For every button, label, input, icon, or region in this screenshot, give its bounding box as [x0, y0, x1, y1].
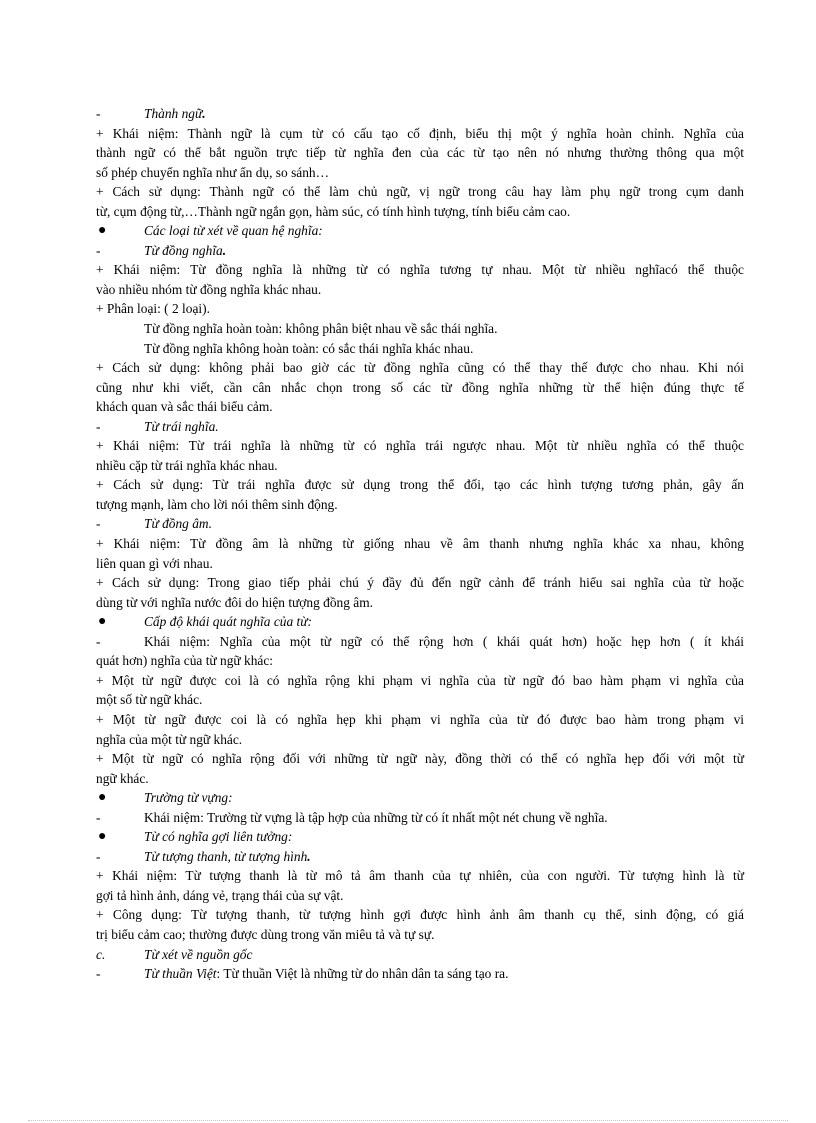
line-text: + Cách sử dụng: Từ trái nghĩa được sử dụng trong thể đối, tạo các hình tượng tương phản, gây ấn [96, 477, 744, 493]
bullet-icon: ● [98, 829, 107, 845]
line-text: + Cách sử dụng: Thành ngữ có thể làm chủ ngữ, vị ngữ trong câu hay làm phụ ngữ trong cụm danh [96, 184, 744, 200]
text-line [96, 378, 744, 398]
bullet-icon: ● [98, 614, 107, 630]
text-line [96, 808, 744, 828]
list-marker: - [96, 516, 101, 532]
line-text: vào nhiều nhóm từ đồng nghĩa khác nhau. [96, 281, 322, 297]
text-line [96, 475, 744, 495]
text-line [96, 104, 744, 124]
text-line [96, 847, 744, 867]
bullet-icon: ● [98, 790, 107, 806]
text-line [96, 651, 744, 671]
text-line [96, 339, 744, 359]
line-text: ngữ khác. [96, 770, 149, 786]
text-line [96, 925, 744, 945]
text-line [96, 905, 744, 925]
line-text: Từ tượng thanh, từ tượng hình [144, 848, 308, 864]
text-line [96, 182, 744, 202]
line-text: Các loại từ xét về quan hệ nghĩa: [144, 223, 323, 239]
line-text: nghĩa của một từ ngữ khác. [96, 731, 243, 747]
line-text: tượng mạnh, làm cho lời nói thêm sinh động. [96, 496, 338, 512]
text-line [96, 788, 744, 808]
text-line [96, 710, 744, 730]
line-text-tail: . [202, 106, 206, 121]
line-text-tail: . [222, 242, 227, 258]
text-line [96, 534, 744, 554]
line-text: Từ đồng nghĩa [144, 242, 223, 258]
text-line [96, 573, 744, 593]
text-line [96, 436, 744, 456]
bullet-icon: ● [98, 223, 107, 239]
line-text: Cấp độ khái quát nghĩa của từ: [144, 614, 312, 630]
text-line [96, 612, 744, 632]
line-text: Từ trái nghĩa. [144, 418, 219, 434]
text-line [96, 417, 744, 437]
list-marker: - [96, 106, 101, 121]
text-line [96, 202, 744, 222]
text-line [96, 221, 744, 241]
text-line [96, 514, 744, 534]
text-line [96, 397, 744, 417]
text-line [96, 671, 744, 691]
text-line [96, 632, 744, 652]
line-text: Từ đồng âm. [144, 516, 212, 532]
text-line [96, 730, 744, 750]
line-text: Từ xét về nguồn gốc [144, 946, 253, 962]
list-marker: - [96, 418, 101, 434]
line-text: quát hơn) nghĩa của từ ngữ khác: [96, 653, 274, 669]
text-line [96, 945, 744, 965]
line-text: dùng từ với nghĩa nước đôi do hiện tượng đồng âm. [96, 594, 373, 610]
text-line [96, 886, 744, 906]
text-line [96, 964, 744, 984]
line-text: từ, cụm động từ,…Thành ngữ ngắn gọn, hàm súc, có tính hình tượng, tính biểu cảm cao. [96, 203, 571, 219]
line-text: Từ có nghĩa gợi liên tưởng: [144, 829, 293, 845]
line-text: + Công dụng: Từ tượng thanh, từ tượng hình gợi được hình ảnh âm thanh cụ thể, sinh động, có giá [96, 907, 744, 923]
text-line [96, 260, 744, 280]
list-marker: - [96, 809, 101, 825]
list-marker: c. [96, 946, 106, 962]
line-text: + Khái niệm: Từ tượng thanh là từ mô tả âm thanh của tự nhiên, của con người. Từ tượng hình là từ [96, 868, 744, 884]
line-text: Từ thuần Việt [144, 966, 217, 982]
line-text: + Khái niệm: Từ đồng âm là những từ giống nhau về âm thanh nhưng nghĩa khác xa nhau, không [96, 536, 744, 552]
list-marker: - [96, 848, 101, 864]
line-text: + Cách sử dụng: không phải bao giờ các từ đồng nghĩa cũng có thể thay thế được cho nhau. Khi nói [96, 360, 744, 376]
line-text: số phép chuyển nghĩa như ẩn dụ, so sánh… [96, 164, 330, 180]
line-text: Từ đồng nghĩa hoàn toàn: không phân biệt nhau về sắc thái nghĩa. [144, 321, 498, 337]
line-text: Trường từ vựng: [144, 790, 233, 806]
text-line [96, 163, 744, 183]
line-text: + Phân loại: ( 2 loại). [96, 301, 210, 317]
line-text: + Một từ ngữ được coi là có nghĩa rộng khi phạm vi nghĩa của từ ngữ đó bao hàm phạm vi nghĩa của [96, 672, 744, 688]
text-line [96, 299, 744, 319]
line-text: gợi tả hình ảnh, dáng vẻ, trạng thái của sự vật. [96, 887, 344, 903]
line-text: Khái niệm: Trường từ vựng là tập hợp của những từ có ít nhất một nét chung về nghĩa. [144, 809, 608, 825]
line-text: + Khái niệm: Thành ngữ là cụm từ có cấu tạo cố định, biểu thị một ý nghĩa hoàn chỉnh. Nghĩa của [96, 125, 744, 141]
text-line [96, 749, 744, 769]
line-text: nhiều cặp từ trái nghĩa khác nhau. [96, 457, 278, 473]
text-line [96, 827, 744, 847]
line-text-tail: . [307, 848, 311, 864]
line-text: liên quan gì với nhau. [96, 555, 213, 571]
text-line [96, 280, 744, 300]
text-line [96, 769, 744, 789]
text-line [96, 593, 744, 613]
line-text: cũng như khi viết, cần cân nhắc chọn trong số các từ đồng nghĩa những từ thể hiện đúng thực tế [96, 379, 744, 395]
text-line [96, 495, 744, 515]
list-marker: - [96, 966, 101, 982]
line-text: + Một từ ngữ có nghĩa rộng đối với những từ ngữ này, đồng thời có thể có nghĩa hẹp đối với một từ [96, 751, 744, 767]
line-text: thành ngữ có thể bắt nguồn trực tiếp từ nghĩa đen của các từ tạo nên nó nhưng thường thông qua một [96, 145, 744, 161]
line-text: khách quan và sắc thái biểu cảm. [96, 399, 273, 415]
line-text: Khái niệm: Nghĩa của một từ ngữ có thể rộng hơn ( khái quát hơn) hoặc hẹp hơn ( ít khái [144, 633, 744, 649]
line-text: + Khái niệm: Từ trái nghĩa là những từ có nghĩa trái ngược nhau. Một từ nhiều nghĩa có thể thuộc [96, 438, 744, 454]
line-text-tail: : Từ thuần Việt là những từ do nhân dân ta sáng tạo ra. [216, 966, 509, 982]
line-text: Từ đồng nghĩa không hoàn toàn: có sắc thái nghĩa khác nhau. [144, 340, 474, 356]
text-line [96, 241, 744, 261]
line-text: Thành ngữ [144, 106, 203, 121]
line-text: một số từ ngữ khác. [96, 692, 203, 708]
text-line [96, 456, 744, 476]
document-body [96, 104, 744, 984]
line-text: + Khái niệm: Từ đồng nghĩa là những từ có nghĩa tương tự nhau. Một từ nhiều nghĩacó thể thuộc [96, 262, 744, 278]
line-text: + Cách sử dụng: Trong giao tiếp phải chú ý đầy đủ đến ngữ cảnh để tránh hiểu sai nghĩa của từ hoặc [96, 575, 744, 591]
text-line [96, 690, 744, 710]
text-line [96, 124, 744, 144]
page-bottom-divider [28, 1120, 788, 1121]
text-line [96, 319, 744, 339]
line-text: trị biểu cảm cao; thường được dùng trong văn miêu tả và tự sự. [96, 926, 435, 942]
text-line [96, 554, 744, 574]
line-text: + Một từ ngữ được coi là có nghĩa hẹp khi phạm vi nghĩa của từ đó được bao hàm trong phạm vi [96, 711, 744, 727]
text-line [96, 143, 744, 163]
text-line [96, 866, 744, 886]
text-line [96, 358, 744, 378]
list-marker: - [96, 633, 101, 649]
list-marker: - [96, 242, 101, 258]
